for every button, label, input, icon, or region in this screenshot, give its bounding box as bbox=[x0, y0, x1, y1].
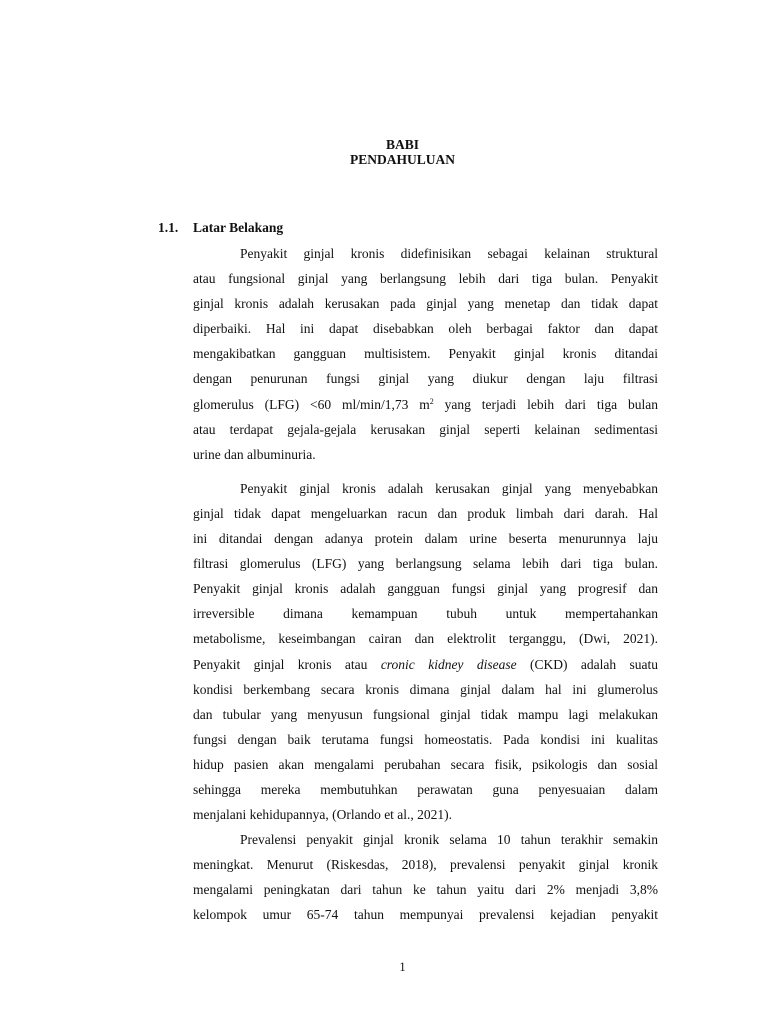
text-line: meningkat. Menurut (Riskesdas, 2018), prevalensi penyakit ginjal kronik bbox=[193, 857, 658, 873]
text-fragment: glomerulus (LFG) <60 ml/min/1,73 m bbox=[193, 396, 430, 412]
superscript: 2 bbox=[429, 396, 434, 406]
text-fragment: (CKD) adalah suatu bbox=[516, 656, 658, 672]
text-line bbox=[193, 392, 658, 417]
paragraph bbox=[193, 827, 658, 927]
text-line: ini ditandai dengan adanya protein dalam urine beserta menurunnya laju bbox=[193, 531, 658, 547]
text-line: mengalami peningkatan dari tahun ke tahun yaitu dari 2% menjadi 3,8% bbox=[193, 882, 658, 898]
text-line: Prevalensi penyakit ginjal kronik selama 10 tahun terakhir semakin bbox=[240, 832, 658, 848]
text-line: fungsi dengan baik terutama fungsi homeostatis. Pada kondisi ini kualitas bbox=[193, 731, 658, 747]
text-line: atau terdapat gejala-gejala kerusakan ginjal seperti kelainan sedimentasi bbox=[193, 421, 658, 437]
text-line: dengan penurunan fungsi ginjal yang diukur dengan laju filtrasi bbox=[193, 371, 658, 387]
text-line: atau fungsional ginjal yang berlangsung lebih dari tiga bulan. Penyakit bbox=[193, 271, 658, 287]
text-line: diperbaiki. Hal ini dapat disebabkan oleh berbagai faktor dan dapat bbox=[193, 321, 658, 337]
text-line: ginjal tidak dapat mengeluarkan racun dan produk limbah dari darah. Hal bbox=[193, 505, 658, 521]
text-line: irreversible dimana kemampuan tubuh untuk mempertahankan bbox=[193, 606, 658, 622]
section-heading bbox=[158, 220, 283, 236]
text-line: kelompok umur 65-74 tahun mempunyai prevalensi kejadian penyakit bbox=[193, 907, 658, 923]
chapter-label: BABI bbox=[385, 137, 419, 152]
text-fragment: Penyakit ginjal kronis atau bbox=[193, 656, 381, 672]
section-number: 1.1. bbox=[158, 220, 179, 235]
text-line: Penyakit ginjal kronis adalah gangguan fungsi ginjal yang progresif dan bbox=[193, 581, 658, 597]
text-line: dan tubular yang menyusun fungsional ginjal tidak mampu lagi melakukan bbox=[193, 706, 658, 722]
text-line: sehingga mereka membutuhkan perawatan guna penyesuaian dalam bbox=[193, 781, 658, 797]
text-line: metabolisme, keseimbangan cairan dan elektrolit terganggu, (Dwi, 2021). bbox=[193, 631, 658, 647]
text-line bbox=[193, 652, 658, 677]
paragraph bbox=[193, 476, 658, 827]
text-line: mengakibatkan gangguan multisistem. Penyakit ginjal kronis ditandai bbox=[193, 346, 658, 362]
text-line: urine dan albuminuria. bbox=[193, 446, 316, 462]
body-text bbox=[193, 241, 658, 928]
page-number: 1 bbox=[399, 960, 406, 974]
text-fragment: yang terjadi lebih dari tiga bulan bbox=[433, 396, 658, 412]
text-line: kondisi berkembang secara kronis dimana ginjal dalam hal ini glumerolus bbox=[193, 681, 658, 697]
text-line: ginjal kronis adalah kerusakan pada ginjal yang menetap dan tidak dapat bbox=[193, 296, 658, 312]
paragraph bbox=[193, 241, 658, 467]
italic-term: cronic kidney disease bbox=[380, 656, 517, 672]
section-title: Latar Belakang bbox=[193, 220, 284, 235]
text-line: menjalani kehidupannya, (Orlando et al., 2021). bbox=[193, 807, 453, 823]
text-line: hidup pasien akan mengalami perubahan secara fisik, psikologis dan sosial bbox=[193, 756, 658, 772]
text-line: Penyakit ginjal kronis adalah kerusakan ginjal yang menyebabkan bbox=[240, 480, 658, 496]
text-line: Penyakit ginjal kronis didefinisikan sebagai kelainan struktural bbox=[240, 246, 658, 261]
text-line: filtrasi glomerulus (LFG) yang berlangsung selama lebih dari tiga bulan. bbox=[193, 556, 658, 572]
chapter-title: PENDAHULUAN bbox=[349, 152, 455, 167]
